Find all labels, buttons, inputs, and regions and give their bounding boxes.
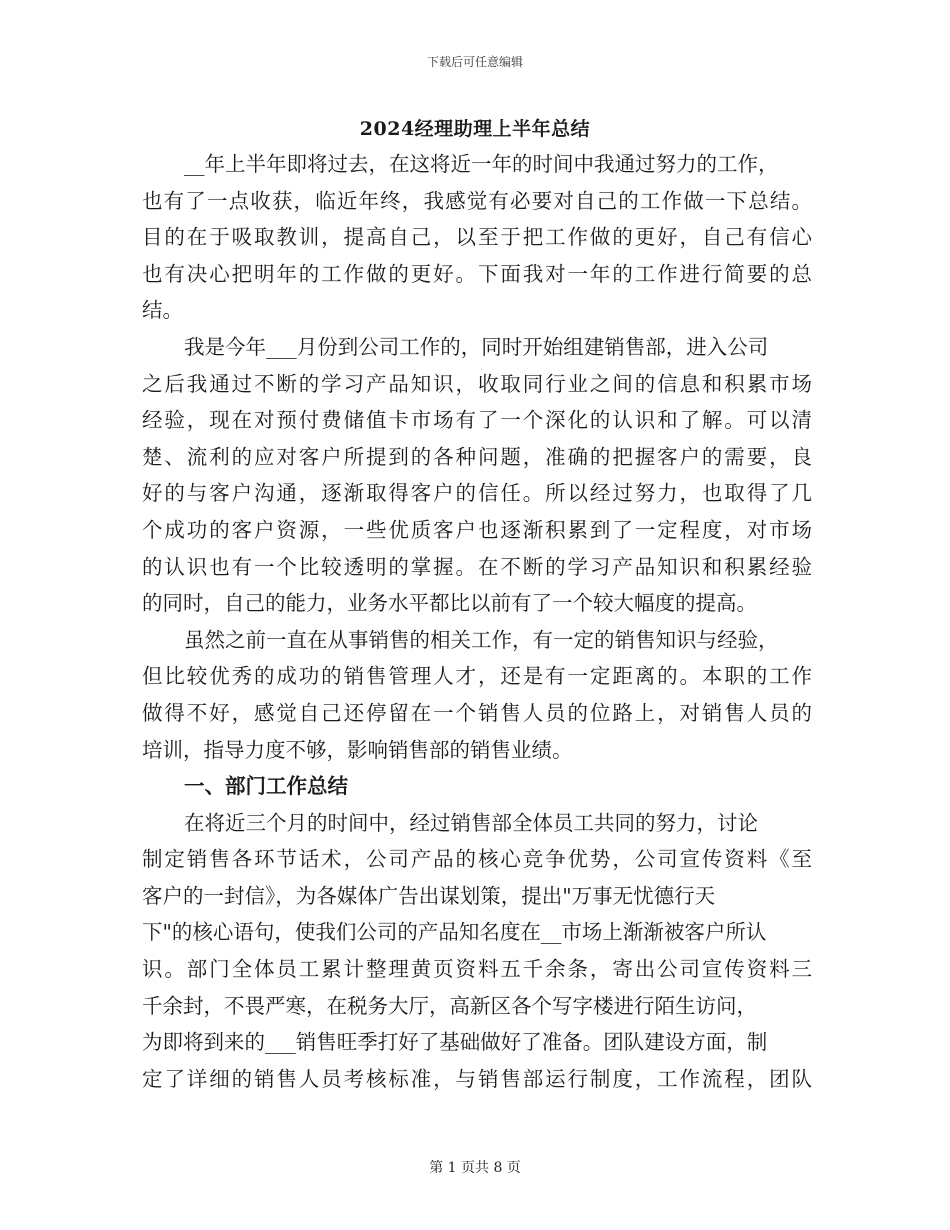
- text-line: 目的在于吸取教训，提高自己，以至于把工作做的更好，自己有信心: [142, 225, 812, 250]
- text-line: 培训，指导力度不够，影响销售部的销售业绩。: [142, 737, 573, 762]
- text-line: 制定销售各环节话术，公司产品的核心竞争优势，公司宣传资料《至: [142, 847, 812, 872]
- section-heading: 一、部门工作总结: [184, 774, 348, 799]
- text-line: 的同时，自己的能力，业务水平都比以前有了一个较大幅度的提高。: [142, 591, 757, 616]
- document-title: 2024经理助理上半年总结: [359, 118, 591, 140]
- text-line: 我是今年___月份到公司工作的，同时开始组建销售部，进入公司: [184, 334, 769, 359]
- text-line: 为即将到来的___销售旺季打好了基础做好了准备。团队建设方面，制: [142, 1030, 768, 1055]
- text-line: 也有决心把明年的工作做的更好。下面我对一年的工作进行简要的总: [142, 261, 812, 286]
- text-line: 结。: [142, 298, 183, 323]
- text-line: 楚、流利的应对客户所提到的各种问题，准确的把握客户的需要，良: [142, 444, 812, 469]
- text-line: 也有了一点收获，临近年终，我感觉有必要对自己的工作做一下总结。: [142, 188, 812, 213]
- text-line: 之后我通过不断的学习产品知识，收取同行业之间的信息和积累市场: [142, 371, 812, 396]
- text-line: 好的与客户沟通，逐渐取得客户的信任。所以经过努力，也取得了几: [142, 481, 812, 506]
- text-line: 的认识也有一个比较透明的掌握。在不断的学习产品知识和积累经验: [142, 554, 812, 579]
- text-line: 个成功的客户资源，一些优质客户也逐渐积累到了一定程度，对市场: [142, 517, 812, 542]
- text-line: __年上半年即将过去，在这将近一年的时间中我通过努力的工作，: [184, 152, 779, 176]
- text-line: 千余封，不畏严寒，在税务大厅，高新区各个写字楼进行陌生访问，: [142, 993, 757, 1018]
- text-line: 下"的核心语句，使我们公司的产品知名度在__市场上渐渐被客户所认: [142, 920, 767, 945]
- page-number: 第 1 页共 8 页: [429, 1160, 521, 1176]
- text-line: 在将近三个月的时间中，经过销售部全体员工共同的努力，讨论: [184, 810, 758, 835]
- header-note: 下载后可任意编辑: [426, 55, 523, 69]
- text-line: 识。部门全体员工累计整理黄页资料五千余条，寄出公司宣传资料三: [142, 957, 812, 982]
- document-body: [142, 146, 812, 1097]
- text-line: 做得不好，感觉自己还停留在一个销售人员的位路上，对销售人员的: [142, 700, 812, 725]
- text-line: 客户的一封信》，为各媒体广告出谋划策，提出"万事无忧德行天: [142, 883, 716, 908]
- text-line: 虽然之前一直在从事销售的相关工作，有一定的销售知识与经验，: [184, 627, 779, 652]
- text-line: 经验，现在对预付费储值卡市场有了一个深化的认识和了解。可以清: [142, 408, 812, 433]
- text-line: 定了详细的销售人员考核标准，与销售部运行制度，工作流程，团队: [142, 1066, 812, 1091]
- text-line: 但比较优秀的成功的销售管理人才，还是有一定距离的。本职的工作: [142, 664, 812, 689]
